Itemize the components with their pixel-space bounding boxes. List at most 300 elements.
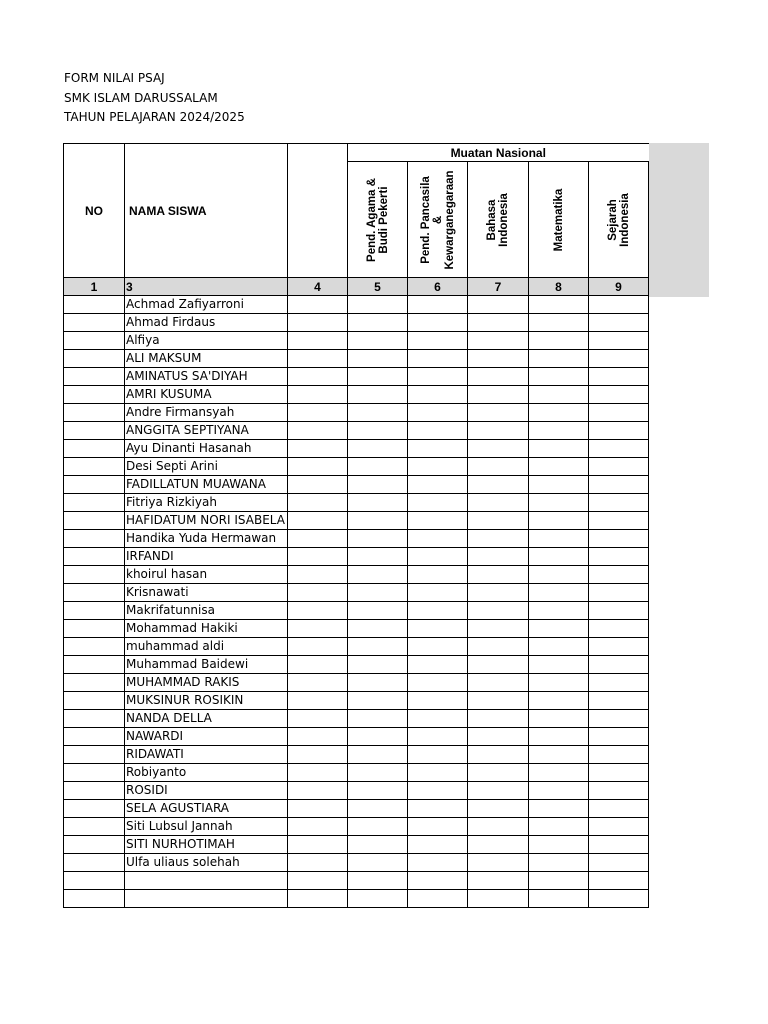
student-no-cell[interactable] (64, 872, 125, 890)
student-no-cell[interactable] (64, 890, 125, 908)
student-row (64, 656, 649, 674)
grade-cell[interactable] (348, 728, 408, 746)
student-name-cell[interactable]: HAFIDATUM NORI ISABELA (125, 512, 288, 530)
student-row (64, 350, 649, 368)
grade-cell[interactable] (288, 350, 348, 368)
student-no-cell[interactable] (64, 512, 125, 530)
student-no-cell[interactable] (64, 350, 125, 368)
student-no-cell[interactable] (64, 386, 125, 404)
grade-cell[interactable] (468, 548, 529, 566)
student-no-cell[interactable] (64, 422, 125, 440)
grade-cell[interactable] (468, 692, 529, 710)
grade-cell[interactable] (408, 854, 468, 872)
grade-cell[interactable] (408, 332, 468, 350)
grade-cell[interactable] (408, 872, 468, 890)
grade-cell[interactable] (348, 494, 408, 512)
grade-cell[interactable] (408, 602, 468, 620)
grade-cell[interactable] (589, 854, 649, 872)
grade-cell[interactable] (348, 422, 408, 440)
grade-cell[interactable] (408, 440, 468, 458)
grade-cell[interactable] (529, 368, 589, 386)
student-row (64, 530, 649, 548)
grade-cell[interactable] (529, 674, 589, 692)
grade-cell[interactable] (468, 656, 529, 674)
grade-cell[interactable] (468, 764, 529, 782)
grade-cell[interactable] (288, 692, 348, 710)
grade-cell[interactable] (468, 458, 529, 476)
grade-cell[interactable] (589, 422, 649, 440)
grade-cell[interactable] (348, 368, 408, 386)
grade-cell[interactable] (529, 332, 589, 350)
student-name-cell[interactable]: Alfiya (125, 332, 288, 350)
student-no-cell[interactable] (64, 404, 125, 422)
grade-cell[interactable] (288, 296, 348, 314)
student-no-cell[interactable] (64, 764, 125, 782)
grade-cell[interactable] (529, 296, 589, 314)
grade-cell[interactable] (529, 728, 589, 746)
grade-cell[interactable] (408, 674, 468, 692)
grade-cell[interactable] (288, 836, 348, 854)
grade-cell[interactable] (348, 746, 408, 764)
grade-cell[interactable] (408, 782, 468, 800)
student-row (64, 494, 649, 512)
grade-cell[interactable] (589, 602, 649, 620)
grade-cell[interactable] (589, 458, 649, 476)
grade-cell[interactable] (348, 782, 408, 800)
grade-cell[interactable] (348, 872, 408, 890)
grade-cell[interactable] (408, 386, 468, 404)
grade-cell[interactable] (468, 530, 529, 548)
student-name-cell[interactable]: SELA AGUSTIARA (125, 800, 288, 818)
grade-cell[interactable] (589, 368, 649, 386)
grade-cell[interactable] (529, 836, 589, 854)
grade-cell[interactable] (348, 638, 408, 656)
grade-cell[interactable] (589, 764, 649, 782)
grade-cell[interactable] (589, 566, 649, 584)
grade-cell[interactable] (288, 458, 348, 476)
grade-cell[interactable] (529, 710, 589, 728)
student-row (64, 404, 649, 422)
student-no-cell[interactable] (64, 296, 125, 314)
student-name-cell[interactable]: FADILLATUN MUAWANA (125, 476, 288, 494)
grade-cell[interactable] (589, 404, 649, 422)
student-name-cell[interactable]: Siti Lubsul Jannah (125, 818, 288, 836)
student-row (64, 728, 649, 746)
grade-cell[interactable] (589, 710, 649, 728)
grade-cell[interactable] (408, 800, 468, 818)
grade-cell[interactable] (348, 296, 408, 314)
student-name-cell[interactable] (125, 890, 288, 908)
grade-cell[interactable] (589, 800, 649, 818)
student-name-cell[interactable]: Handika Yuda Hermawan (125, 530, 288, 548)
grade-cell[interactable] (288, 656, 348, 674)
grade-cell[interactable] (589, 728, 649, 746)
grade-cell[interactable] (589, 440, 649, 458)
grade-cell[interactable] (468, 476, 529, 494)
grade-cell[interactable] (348, 890, 408, 908)
grade-cell[interactable] (468, 512, 529, 530)
grade-cell[interactable] (288, 422, 348, 440)
grade-cell[interactable] (468, 782, 529, 800)
grade-cell[interactable] (348, 854, 408, 872)
student-name-cell[interactable]: AMRI KUSUMA (125, 386, 288, 404)
column-number: 3 (125, 278, 288, 296)
grade-cell[interactable] (468, 332, 529, 350)
student-no-cell[interactable] (64, 476, 125, 494)
student-no-cell[interactable] (64, 332, 125, 350)
grade-cell[interactable] (468, 602, 529, 620)
grade-cell[interactable] (348, 350, 408, 368)
grade-cell[interactable] (288, 386, 348, 404)
grade-cell[interactable] (529, 638, 589, 656)
grade-cell[interactable] (288, 566, 348, 584)
subject-matematika-header: Matematika (529, 162, 589, 278)
grade-cell[interactable] (408, 314, 468, 332)
grade-cell[interactable] (589, 332, 649, 350)
grade-cell[interactable] (589, 692, 649, 710)
student-no-cell[interactable] (64, 710, 125, 728)
column-number: 8 (529, 278, 589, 296)
grade-cell[interactable] (408, 728, 468, 746)
grade-cell[interactable] (529, 764, 589, 782)
grade-cell[interactable] (288, 782, 348, 800)
grade-cell[interactable] (529, 350, 589, 368)
grade-cell[interactable] (408, 530, 468, 548)
student-name-cell[interactable]: Andre Firmansyah (125, 404, 288, 422)
grade-cell[interactable] (348, 548, 408, 566)
grade-cell[interactable] (348, 584, 408, 602)
student-name-cell[interactable]: SITI NURHOTIMAH (125, 836, 288, 854)
grade-cell[interactable] (589, 530, 649, 548)
grade-cell[interactable] (348, 692, 408, 710)
grade-cell[interactable] (408, 656, 468, 674)
grade-cell[interactable] (288, 548, 348, 566)
grade-cell[interactable] (589, 818, 649, 836)
student-no-cell[interactable] (64, 530, 125, 548)
grade-cell[interactable] (589, 296, 649, 314)
student-no-cell[interactable] (64, 584, 125, 602)
student-name-cell[interactable]: Fitriya Rizkiyah (125, 494, 288, 512)
grade-cell[interactable] (348, 710, 408, 728)
grade-cell[interactable] (589, 386, 649, 404)
grade-cell[interactable] (348, 386, 408, 404)
grade-cell[interactable] (468, 836, 529, 854)
header-shade-strip (649, 143, 709, 297)
grade-cell[interactable] (408, 710, 468, 728)
student-name-cell[interactable]: Ulfa uliaus solehah (125, 854, 288, 872)
grade-cell[interactable] (468, 494, 529, 512)
student-name-cell[interactable]: MUHAMMAD RAKIS (125, 674, 288, 692)
student-no-cell[interactable] (64, 368, 125, 386)
grade-cell[interactable] (468, 728, 529, 746)
student-no-cell[interactable] (64, 548, 125, 566)
student-no-cell[interactable] (64, 800, 125, 818)
column-number: 7 (468, 278, 529, 296)
student-name-cell[interactable]: Ahmad Firdaus (125, 314, 288, 332)
student-name-cell[interactable]: khoirul hasan (125, 566, 288, 584)
grade-cell[interactable] (408, 818, 468, 836)
grade-cell[interactable] (288, 764, 348, 782)
grade-cell[interactable] (408, 296, 468, 314)
grade-cell[interactable] (348, 602, 408, 620)
grade-cell[interactable] (288, 512, 348, 530)
grade-cell[interactable] (408, 494, 468, 512)
grade-cell[interactable] (468, 800, 529, 818)
grade-cell[interactable] (529, 818, 589, 836)
grade-cell[interactable] (529, 602, 589, 620)
student-no-cell[interactable] (64, 314, 125, 332)
grade-cell[interactable] (529, 566, 589, 584)
grade-cell[interactable] (288, 602, 348, 620)
student-name-cell[interactable]: AMINATUS SA'DIYAH (125, 368, 288, 386)
grade-cell[interactable] (589, 746, 649, 764)
grade-cell[interactable] (408, 584, 468, 602)
grade-cell[interactable] (408, 638, 468, 656)
student-name-cell[interactable]: muhammad aldi (125, 638, 288, 656)
grade-cell[interactable] (589, 584, 649, 602)
grade-cell[interactable] (529, 494, 589, 512)
grade-cell[interactable] (408, 764, 468, 782)
grade-cell[interactable] (408, 458, 468, 476)
student-row (64, 674, 649, 692)
student-no-cell[interactable] (64, 656, 125, 674)
student-no-cell[interactable] (64, 566, 125, 584)
grade-cell[interactable] (288, 872, 348, 890)
grade-cell[interactable] (529, 854, 589, 872)
grade-cell[interactable] (529, 548, 589, 566)
grade-cell[interactable] (348, 440, 408, 458)
grade-cell[interactable] (348, 764, 408, 782)
student-name-cell[interactable]: Krisnawati (125, 584, 288, 602)
grade-cell[interactable] (408, 620, 468, 638)
student-no-cell[interactable] (64, 692, 125, 710)
grade-cell[interactable] (529, 656, 589, 674)
grade-cell[interactable] (589, 494, 649, 512)
student-name-cell[interactable]: MUKSINUR ROSIKIN (125, 692, 288, 710)
grade-cell[interactable] (348, 620, 408, 638)
grade-cell[interactable] (408, 890, 468, 908)
grade-cell[interactable] (288, 728, 348, 746)
grade-cell[interactable] (408, 422, 468, 440)
grade-cell[interactable] (529, 386, 589, 404)
grade-cell[interactable] (288, 746, 348, 764)
grade-cell[interactable] (408, 476, 468, 494)
student-row (64, 818, 649, 836)
grade-cell[interactable] (288, 476, 348, 494)
grade-cell[interactable] (468, 440, 529, 458)
grade-cell[interactable] (529, 800, 589, 818)
grade-cell[interactable] (288, 890, 348, 908)
grade-cell[interactable] (288, 638, 348, 656)
grade-cell[interactable] (589, 314, 649, 332)
grade-cell[interactable] (288, 494, 348, 512)
grade-cell[interactable] (408, 512, 468, 530)
grade-cell[interactable] (348, 458, 408, 476)
grade-cell[interactable] (589, 656, 649, 674)
grade-cell[interactable] (288, 332, 348, 350)
grade-cell[interactable] (589, 512, 649, 530)
grade-cell[interactable] (288, 314, 348, 332)
student-no-cell[interactable] (64, 674, 125, 692)
grade-cell[interactable] (468, 566, 529, 584)
student-name-cell[interactable]: NAWARDI (125, 728, 288, 746)
student-row (64, 764, 649, 782)
grade-cell[interactable] (589, 782, 649, 800)
grade-cell[interactable] (529, 314, 589, 332)
grade-cell[interactable] (468, 368, 529, 386)
grade-cell[interactable] (408, 566, 468, 584)
grade-cell[interactable] (288, 620, 348, 638)
student-no-cell[interactable] (64, 746, 125, 764)
student-name-cell[interactable] (125, 872, 288, 890)
grade-cell[interactable] (468, 350, 529, 368)
grade-cell[interactable] (589, 350, 649, 368)
column-number: 6 (408, 278, 468, 296)
grade-cell[interactable] (529, 404, 589, 422)
grade-cell[interactable] (589, 674, 649, 692)
grade-cell[interactable] (288, 530, 348, 548)
grade-cell[interactable] (348, 512, 408, 530)
grade-cell[interactable] (529, 512, 589, 530)
grade-cell[interactable] (288, 818, 348, 836)
academic-year: TAHUN PELAJARAN 2024/2025 (64, 110, 245, 124)
grade-cell[interactable] (408, 404, 468, 422)
grade-cell[interactable] (468, 890, 529, 908)
grade-cell[interactable] (529, 872, 589, 890)
grade-cell[interactable] (288, 404, 348, 422)
student-name-cell[interactable]: Muhammad Baidewi (125, 656, 288, 674)
grade-cell[interactable] (529, 782, 589, 800)
grade-cell[interactable] (529, 584, 589, 602)
grade-cell[interactable] (468, 620, 529, 638)
student-no-cell[interactable] (64, 836, 125, 854)
student-no-cell[interactable] (64, 782, 125, 800)
grade-cell[interactable] (529, 458, 589, 476)
student-name-cell[interactable]: IRFANDI (125, 548, 288, 566)
grade-cell[interactable] (288, 584, 348, 602)
student-name-cell[interactable]: RIDAWATI (125, 746, 288, 764)
grade-cell[interactable] (468, 710, 529, 728)
student-row (64, 638, 649, 656)
grade-cell[interactable] (589, 890, 649, 908)
grade-cell[interactable] (408, 746, 468, 764)
grade-cell[interactable] (348, 656, 408, 674)
student-no-cell[interactable] (64, 854, 125, 872)
student-no-cell[interactable] (64, 458, 125, 476)
student-name-cell[interactable]: Robiyanto (125, 764, 288, 782)
grade-cell[interactable] (408, 350, 468, 368)
student-row (64, 368, 649, 386)
grade-cell[interactable] (468, 872, 529, 890)
student-name-cell[interactable]: ANGGITA SEPTIYANA (125, 422, 288, 440)
student-row (64, 332, 649, 350)
student-row (64, 476, 649, 494)
grade-cell[interactable] (468, 386, 529, 404)
grade-cell[interactable] (348, 818, 408, 836)
grade-cell[interactable] (529, 476, 589, 494)
grade-cell[interactable] (348, 566, 408, 584)
student-no-cell[interactable] (64, 440, 125, 458)
grade-cell[interactable] (348, 800, 408, 818)
grade-cell[interactable] (288, 710, 348, 728)
student-name-cell[interactable]: NANDA DELLA (125, 710, 288, 728)
grade-cell[interactable] (348, 530, 408, 548)
student-name-cell[interactable]: Achmad Zafiyarroni (125, 296, 288, 314)
grade-cell[interactable] (529, 692, 589, 710)
student-name-cell[interactable]: ALI MAKSUM (125, 350, 288, 368)
grade-cell[interactable] (408, 836, 468, 854)
grade-cell[interactable] (589, 872, 649, 890)
grade-cell[interactable] (348, 332, 408, 350)
student-row (64, 782, 649, 800)
grade-cell[interactable] (468, 584, 529, 602)
student-no-cell[interactable] (64, 620, 125, 638)
grade-cell[interactable] (468, 296, 529, 314)
grade-cell[interactable] (468, 638, 529, 656)
grades-table (63, 143, 649, 908)
grade-cell[interactable] (529, 530, 589, 548)
grade-cell[interactable] (529, 746, 589, 764)
student-name-cell[interactable]: Makrifatunnisa (125, 602, 288, 620)
grade-cell[interactable] (529, 440, 589, 458)
student-no-cell[interactable] (64, 728, 125, 746)
student-row (64, 620, 649, 638)
student-no-cell[interactable] (64, 602, 125, 620)
grade-cell[interactable] (589, 548, 649, 566)
grade-cell[interactable] (589, 638, 649, 656)
grade-cell[interactable] (288, 674, 348, 692)
student-row (64, 440, 649, 458)
grade-cell[interactable] (529, 620, 589, 638)
grade-cell[interactable] (408, 548, 468, 566)
grade-cell[interactable] (348, 404, 408, 422)
grade-cell[interactable] (288, 440, 348, 458)
student-no-cell[interactable] (64, 818, 125, 836)
student-name-cell[interactable]: Mohammad Hakiki (125, 620, 288, 638)
grade-cell[interactable] (468, 818, 529, 836)
grade-cell[interactable] (468, 404, 529, 422)
grade-cell[interactable] (468, 674, 529, 692)
grade-cell[interactable] (589, 620, 649, 638)
student-name-cell[interactable]: Desi Septi Arini (125, 458, 288, 476)
grade-cell[interactable] (468, 746, 529, 764)
grade-cell[interactable] (288, 800, 348, 818)
grade-cell[interactable] (589, 836, 649, 854)
grade-cell[interactable] (348, 836, 408, 854)
grade-cell[interactable] (348, 674, 408, 692)
student-row (64, 800, 649, 818)
student-no-cell[interactable] (64, 638, 125, 656)
grade-cell[interactable] (408, 692, 468, 710)
student-no-cell[interactable] (64, 494, 125, 512)
grade-cell[interactable] (529, 422, 589, 440)
grade-cell[interactable] (408, 368, 468, 386)
grade-cell[interactable] (468, 314, 529, 332)
grade-cell[interactable] (348, 314, 408, 332)
student-row (64, 566, 649, 584)
grade-cell[interactable] (529, 890, 589, 908)
grade-cell[interactable] (468, 422, 529, 440)
grade-cell[interactable] (288, 368, 348, 386)
student-name-cell[interactable]: Ayu Dinanti Hasanah (125, 440, 288, 458)
grade-cell[interactable] (288, 854, 348, 872)
student-name-cell[interactable]: ROSIDI (125, 782, 288, 800)
column-number: 9 (589, 278, 649, 296)
grade-cell[interactable] (468, 854, 529, 872)
subject-pancasila-header: Pend. Pancasila & Kewarganegaraan (408, 162, 468, 278)
grade-cell[interactable] (348, 476, 408, 494)
grade-cell[interactable] (589, 476, 649, 494)
